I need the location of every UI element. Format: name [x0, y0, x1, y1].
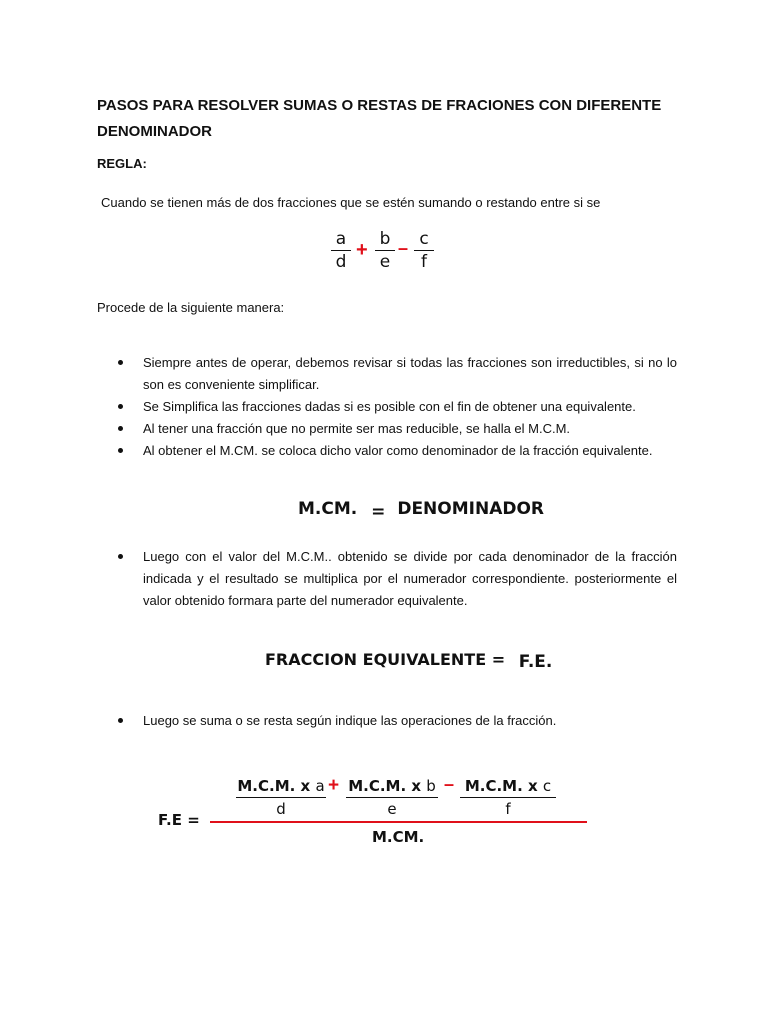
- term-3: [460, 776, 556, 819]
- numerator: M.C.M. x a: [237, 777, 325, 795]
- fraction-a-d: [331, 229, 351, 272]
- list-item: Luego con el valor del M.C.M.. obtenido se divide por cada denominador de la fracción indicada y el resultado se multiplica por el numerador correspondiente. posteriormente el valor obtenido formara parte del numerador equivalente.: [97, 546, 677, 612]
- denominator: d: [276, 800, 286, 818]
- fe-abbrev: F.E.: [518, 652, 553, 672]
- minus-operator: –: [444, 774, 455, 794]
- title-line-1: PASOS PARA RESOLVER SUMAS O RESTAS DE FRACIONES CON DIFERENTE: [97, 97, 662, 114]
- list-item: Luego se suma o se resta según indique las operaciones de la fracción.: [97, 710, 677, 732]
- denominator: e: [387, 800, 397, 818]
- fraction-bar: [414, 250, 434, 251]
- steps-list-1: [97, 352, 677, 462]
- denominator: f: [505, 800, 511, 818]
- fraction-bar: [236, 797, 326, 798]
- bullet-icon: [118, 404, 123, 409]
- fraction-c-f: [414, 229, 434, 272]
- fraction-bar: [346, 797, 438, 798]
- numerator: M.C.M. x b: [348, 777, 436, 795]
- equals-sign: =: [371, 502, 386, 522]
- intro-text: Cuando se tienen más de dos fracciones que se estén sumando o restando entre si se: [101, 195, 601, 210]
- bullet-icon: [118, 554, 123, 559]
- list-item: Se Simplifica las fracciones dadas si es posible con el fin de obtener una equivalente.: [97, 396, 677, 418]
- main-fraction-bar: [210, 821, 587, 823]
- mcm-label: M.CM.: [298, 499, 358, 519]
- plus-operator: +: [328, 775, 340, 796]
- list-item: Siempre antes de operar, debemos revisar si todas las fracciones son irreductibles, si no lo son es conveniente simplificar.: [97, 352, 677, 396]
- plus-operator: +: [356, 239, 368, 261]
- fraction-bar: [375, 250, 395, 251]
- term-1: [236, 776, 326, 819]
- denominator: d: [335, 252, 347, 272]
- formula-lhs: F.E =: [158, 811, 200, 829]
- title-line-2: DENOMINADOR: [97, 123, 212, 140]
- numerator: a: [335, 229, 347, 249]
- list-item: Al obtener el M.CM. se coloca dicho valor como denominador de la fracción equivalente.: [97, 440, 677, 462]
- bullet-icon: [118, 360, 123, 365]
- denominator: f: [421, 252, 427, 272]
- steps-list-2: [97, 546, 677, 612]
- mcm-equation: [298, 499, 545, 522]
- minus-operator: –: [398, 238, 409, 258]
- bullet-icon: [118, 448, 123, 453]
- bullet-icon: [118, 718, 123, 723]
- formula-denominator: M.CM.: [372, 828, 425, 846]
- fe-equation: [265, 650, 552, 670]
- steps-list-3: [97, 710, 677, 732]
- procede-text: Procede de la siguiente manera:: [97, 300, 285, 315]
- term-2: [346, 776, 438, 819]
- fraction-b-e: [375, 229, 395, 272]
- fraction-bar: [331, 250, 351, 251]
- denominador-label: DENOMINADOR: [397, 499, 545, 519]
- numerator: M.C.M. x c: [464, 777, 552, 795]
- numerator: c: [419, 229, 429, 249]
- fe-label: FRACCION EQUIVALENTE =: [265, 650, 506, 669]
- list-item: Al tener una fracción que no permite ser mas reducible, se halla el M.C.M.: [97, 418, 677, 440]
- page-title: [97, 93, 697, 145]
- fraction-bar: [460, 797, 556, 798]
- numerator: b: [379, 229, 391, 249]
- denominator: e: [379, 252, 391, 272]
- rule-label: REGLA:: [97, 156, 147, 171]
- bullet-icon: [118, 426, 123, 431]
